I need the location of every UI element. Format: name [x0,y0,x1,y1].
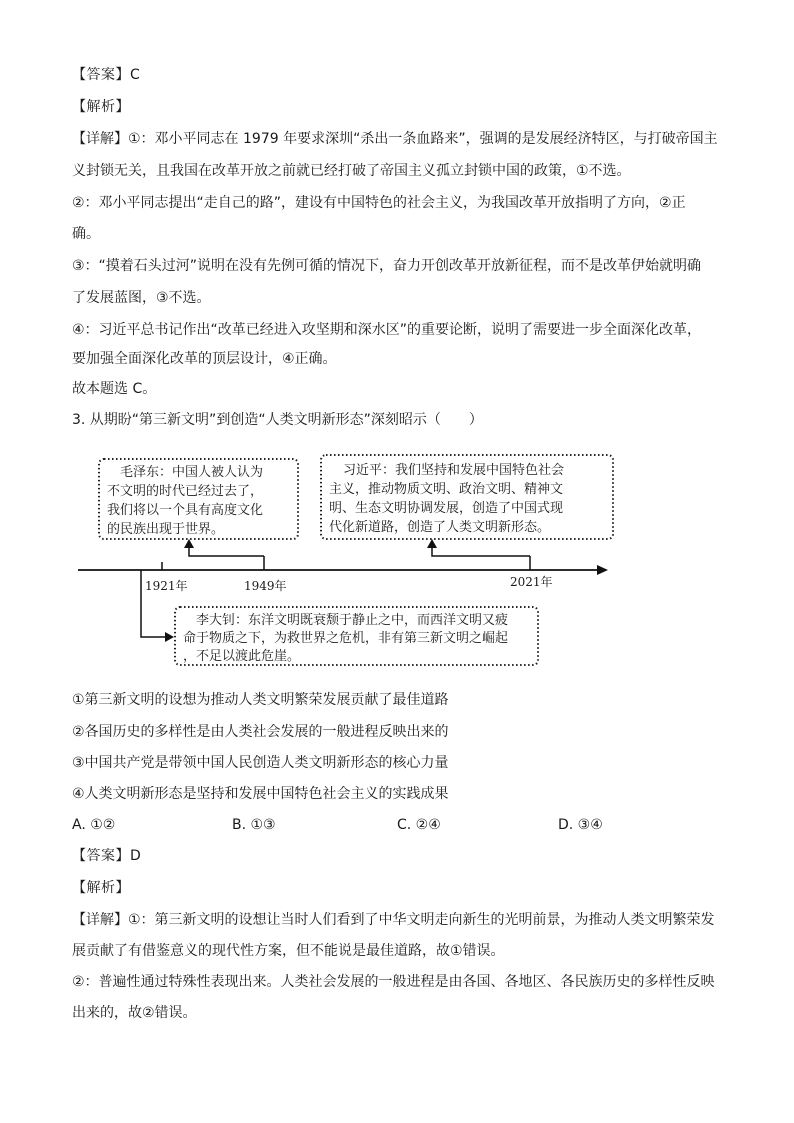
statement: ④人类文明新形态是坚持和发展中国特色社会主义的实践成果 [72,786,449,802]
option-c: C. ②④ [397,817,441,833]
year-label: 1921年 [145,579,188,593]
answer-label: 【答案】C [72,67,141,83]
connector-2021 [432,546,530,556]
timeline-arrowhead [597,565,608,575]
detail-line: 了发展蓝图，③不选。 [72,290,211,306]
li-quote-line: ，不足以渡此危崖。 [183,649,301,664]
year-label: 1949年 [244,579,287,593]
detail-line: 出来的，故②错误。 [72,1005,197,1021]
option-a: A. ①② [72,817,116,833]
detail-line: 义封锁无关，且我国在改革开放之前就已经打破了帝国主义孤立封锁中国的政策，①不选。 [72,163,631,179]
analysis-label: 【解析】 [72,880,130,896]
connector-1949 [189,546,264,556]
detail-line: 要加强全面深化改革的顶层设计，④正确。 [72,351,337,367]
detail-line: 【详解】①：第三新文明的设想让当时人们看到了中华文明走向新生的光明前景，为推动人类文明繁荣发 [72,912,715,928]
option-d: D. ③④ [558,817,603,833]
statement: ②各国历史的多样性是由人类社会发展的一般进程反映出来的 [72,724,449,740]
mao-quote-line: 不文明的时代已经过去了， [107,484,264,499]
answer-options [72,815,722,835]
xi-quote-line: 代化新道路，创造了人类文明新形态。 [329,520,551,535]
connector-2021-arrowhead [427,539,437,548]
li-quote-line: 李大钊：东洋文明既衰颓于静止之中，而西洋文明又疲 [196,613,509,628]
statement: ①第三新文明的设想为推动人类文明繁荣发展贡献了最佳道路 [72,692,449,708]
detail-line: ③：“摸着石头过河”说明在没有先例可循的情况下，奋力开创改革开放新征程，而不是改革伊始就明确 [72,258,702,274]
detail-line: 【详解】①：邓小平同志在 1979 年要求深圳“杀出一条血路来”，强调的是发展经济特区，与打破帝国主 [72,131,718,147]
year-label: 2021年 [510,575,553,589]
xi-quote-line: 主义，推动物质文明、政治文明、精神文 [329,482,564,497]
option-b: B. ①③ [232,817,276,833]
detail-line: ④：习近平总书记作出“改革已经进入攻坚期和深水区”的重要论断，说明了需要进一步全面深化改革， [72,322,702,338]
mao-quote-line: 我们将以一个具有高度文化 [107,503,264,518]
detail-line: 故本题选 C。 [72,381,157,397]
detail-line: 确。 [72,226,100,242]
detail-line: ②：普遍性通过特殊性表现出来。人类社会发展的一般进程是由各国、各地区、各民族历史的多样性反映 [72,974,715,990]
mao-quote-line: 毛泽东：中国人被人认为 [120,465,264,480]
li-quote-line: 命于物质之下，为救世界之危机，非有第三新文明之崛起 [183,631,509,646]
detail-line: ②：邓小平同志提出“走自己的路”，建设有中国特色的社会主义，为我国改革开放指明了方向，②正 [72,195,686,211]
statement: ③中国共产党是带领中国人民创造人类文明新形态的核心力量 [72,755,449,771]
xi-quote-line: 习近平：我们坚持和发展中国特色社会 [343,463,565,478]
connector-1949-arrowhead [184,539,194,548]
answer-label: 【答案】D [72,848,142,864]
connector-1921-arrowhead [165,632,174,642]
detail-line: 展贡献了有借鉴意义的现代性方案，但不能说是最佳道路，故①错误。 [72,943,505,959]
question-stem: 3. 从期盼“第三新文明”到创造“人类文明新形态”深刻昭示（ ） [72,412,483,428]
xi-quote-line: 明、生态文明协调发展，创造了中国式现 [329,501,564,516]
mao-quote-line: 的民族出现于世界。 [107,522,225,537]
analysis-label: 【解析】 [72,99,130,115]
